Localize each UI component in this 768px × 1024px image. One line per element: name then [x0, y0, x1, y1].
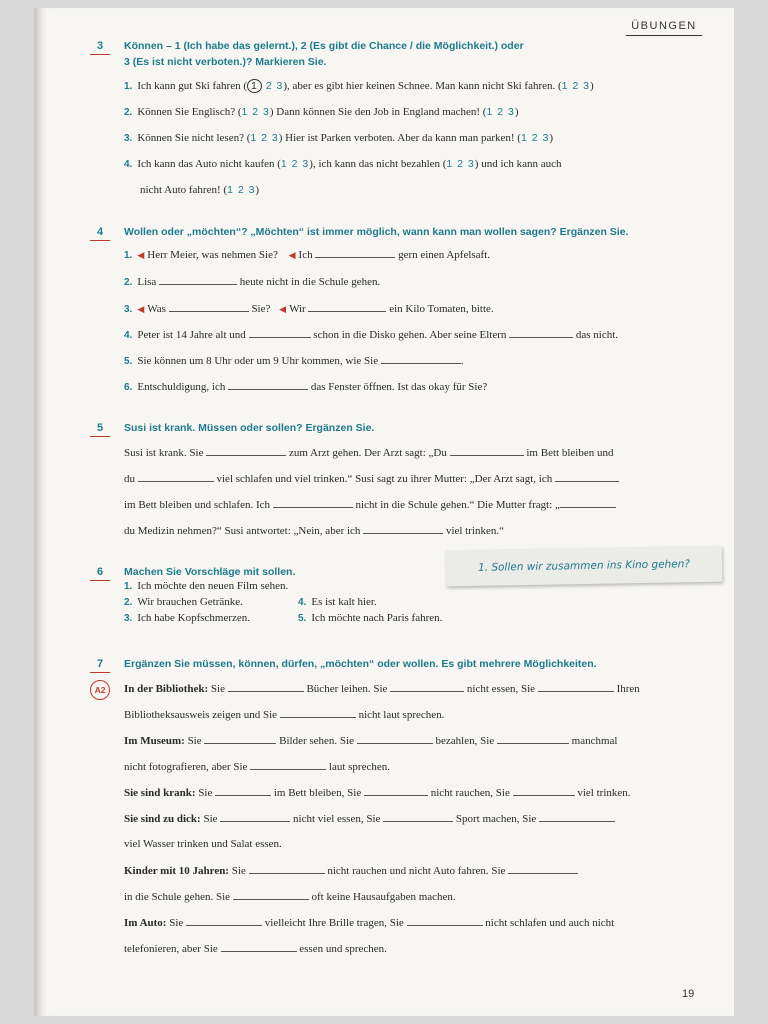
text-line-8 [124, 864, 690, 877]
blank-field[interactable] [539, 812, 615, 822]
item-text: Herr Meier, was nehmen Sie? [147, 249, 278, 261]
item-text: Sie? [251, 303, 271, 315]
blank-field[interactable] [206, 446, 286, 456]
item-text: Sie [231, 865, 246, 877]
item-6-5 [298, 612, 690, 624]
item-4-4 [124, 328, 690, 341]
item-text: Können Sie nicht lesen? ( [137, 132, 251, 144]
blank-field[interactable] [228, 380, 308, 390]
blank-field[interactable] [308, 302, 386, 312]
item-text: Sie [169, 917, 184, 929]
item-4-2 [124, 275, 690, 288]
item-text: oft keine Hausaufgaben machen. [311, 891, 456, 903]
item-number: 2. [124, 597, 133, 608]
item-number: 3. [124, 304, 133, 315]
item-text: Susi ist krank. Sie [124, 447, 204, 459]
exercise-instruction-cont: 3 (Es ist nicht verboten.)? Markieren Sie. [124, 56, 327, 68]
item-text: vielleicht Ihre Brille tragen, Sie [264, 917, 404, 929]
blank-field[interactable] [508, 864, 578, 874]
item-text: Bücher leihen. Sie [306, 683, 388, 695]
item-text: telefonieren, aber Sie [124, 943, 218, 955]
text-line-2 [124, 708, 690, 721]
item-text: Bibliotheksausweis zeigen und Sie [124, 709, 278, 721]
blank-field[interactable] [497, 734, 569, 744]
item-text: Wir brauchen Getränke. [137, 596, 243, 608]
blank-field[interactable] [228, 682, 304, 692]
blank-field[interactable] [233, 890, 309, 900]
item-number: 5. [124, 356, 133, 367]
circled-choice[interactable]: 1 [247, 79, 262, 93]
choice-group[interactable]: 1 2 3 [241, 106, 270, 118]
blank-field[interactable] [280, 708, 356, 718]
choice-group[interactable] [247, 79, 283, 93]
item-text: du [124, 473, 135, 485]
item-text: nicht essen, Sie [466, 683, 536, 695]
text-line-11 [124, 942, 690, 955]
item-6-4 [298, 596, 690, 608]
item-text: du Medizin nehmen?“ Susi antwortet: „Nein, aber ich [124, 525, 361, 537]
item-3-2 [124, 106, 690, 118]
speaker-icon: ◀ [137, 250, 145, 260]
context-label: In der Bibliothek: [124, 683, 209, 695]
item-text: . [460, 355, 464, 367]
choice-group[interactable]: 1 2 3 [486, 106, 515, 118]
choice-group[interactable]: 1 2 3 [280, 158, 310, 170]
item-text: in die Schule gehen. Sie [124, 891, 231, 903]
blank-field[interactable] [383, 812, 453, 822]
text-line-1 [124, 682, 690, 695]
item-text: ein Kilo Tomaten, bitte. [389, 303, 494, 315]
item-3-4 [124, 158, 690, 170]
item-number: 1. [124, 581, 133, 592]
item-number: 4. [124, 330, 133, 341]
item-text: ), aber es gibt hier keinen Schnee. Man kann nicht Ski fahren. ( [283, 80, 562, 92]
item-3-3 [124, 132, 690, 144]
item-text: das Fenster öffnen. Ist das okay für Sie? [310, 381, 488, 393]
blank-field[interactable] [273, 498, 353, 508]
blank-field[interactable] [390, 682, 464, 692]
blank-field[interactable] [215, 786, 271, 796]
blank-field[interactable] [186, 916, 262, 926]
item-text: heute nicht in die Schule gehen. [239, 276, 381, 288]
item-text: im Bett bleiben, Sie [273, 787, 362, 799]
item-text: nicht rauchen, Sie [430, 787, 510, 799]
item-text: das nicht. [575, 329, 619, 341]
page-number: 19 [682, 988, 695, 1000]
item-4-3 [124, 302, 690, 315]
text-line-5 [124, 786, 690, 799]
item-number: 4. [298, 597, 307, 608]
context-label: Sie sind krank: [124, 787, 196, 799]
item-number: 3. [124, 613, 133, 624]
item-number: 3. [124, 133, 133, 144]
choice-group[interactable]: 1 2 3 [446, 158, 475, 170]
item-text: Es ist kalt hier. [311, 596, 377, 608]
choice-rest[interactable]: 2 3 [265, 80, 284, 92]
item-text: Lisa [137, 276, 157, 288]
item-text: Sie [198, 787, 213, 799]
item-text: Sie [210, 683, 225, 695]
item-text: Ich kann das Auto nicht kaufen ( [137, 158, 281, 170]
blank-field[interactable] [221, 942, 297, 952]
blank-field[interactable] [249, 864, 325, 874]
item-text: Entschuldigung, ich [137, 381, 226, 393]
item-text: schon in die Disko gehen. Aber seine Eltern [313, 329, 507, 341]
item-text: manchmal [571, 735, 618, 747]
speaker-icon: ◀ [288, 250, 296, 260]
blank-field[interactable] [250, 760, 326, 770]
item-text: nicht Auto fahren! ( [140, 184, 228, 196]
item-text: viel trinken. [577, 787, 631, 799]
blank-field[interactable] [538, 682, 614, 692]
exercise-instruction: Machen Sie Vorschläge mit sollen. [124, 566, 296, 578]
text-line-1 [124, 446, 690, 459]
item-text: Sie können um 8 Uhr oder um 9 Uhr kommen, wie Sie [137, 355, 379, 367]
item-text: nicht rauchen und nicht Auto fahren. Sie [327, 865, 506, 877]
item-text: gern einen Apfelsaft. [398, 249, 491, 261]
item-text: viel trinken.“ [445, 525, 504, 537]
item-text: nicht in die Schule gehen.“ Die Mutter fragt: „ [355, 499, 560, 511]
text-line-4 [124, 760, 690, 773]
item-text: ) Hier ist Parken verboten. Aber da kann man parken! ( [278, 132, 521, 144]
item-text: Ich habe Kopfschmerzen. [137, 612, 251, 624]
item-text: Können Sie Englisch? ( [137, 106, 242, 118]
exercise-instruction: Können – 1 (Ich habe das gelernt.), 2 (Es gibt die Chance / die Möglichkeit.) oder [124, 40, 524, 52]
blank-field[interactable] [509, 328, 573, 338]
exercise-number: 5 [90, 422, 110, 437]
blank-field[interactable] [159, 275, 237, 285]
item-text: zum Arzt gehen. Der Arzt sagt: „Du [288, 447, 447, 459]
blank-field[interactable] [364, 786, 428, 796]
text-line-2 [124, 472, 690, 485]
text-line-6 [124, 812, 690, 825]
exercise-instruction: Wollen oder „möchten“? „Möchten“ ist immer möglich, wann kann man wollen sagen? Ergänzen Sie. [124, 226, 629, 238]
blank-field[interactable] [555, 472, 619, 482]
item-text: nicht schlafen und auch nicht [485, 917, 615, 929]
item-text: viel Wasser trinken und Salat essen. [124, 838, 282, 850]
blank-field[interactable] [407, 916, 483, 926]
exercise-instruction: Susi ist krank. Müssen oder sollen? Ergänzen Sie. [124, 422, 375, 434]
blank-field[interactable] [513, 786, 575, 796]
speaker-icon: ◀ [137, 304, 145, 314]
blank-field[interactable] [138, 472, 214, 482]
exercise-number: 7 [90, 658, 110, 673]
item-3-4-cont [140, 184, 690, 196]
item-text: Ihren [616, 683, 640, 695]
worksheet-page [34, 8, 734, 1016]
item-text: Wir [289, 303, 306, 315]
text-line-10 [124, 916, 690, 929]
item-text: Sport machen, Sie [455, 813, 537, 825]
exercise-number: 4 [90, 226, 110, 241]
item-3-1 [124, 80, 690, 92]
item-number: 1. [124, 250, 133, 261]
item-4-6 [124, 380, 690, 393]
item-text: Peter ist 14 Jahre alt und [137, 329, 246, 341]
blank-field[interactable] [357, 734, 433, 744]
item-text: bezahlen, Sie [435, 735, 495, 747]
item-text: Ich möchte den neuen Film sehen. [137, 580, 289, 592]
item-text: Sie [203, 813, 218, 825]
blank-field[interactable] [363, 524, 443, 534]
choice-group[interactable]: 1 2 3 [520, 132, 550, 144]
item-text: laut sprechen. [328, 761, 390, 773]
close-paren: ) [549, 132, 553, 144]
context-label: Kinder mit 10 Jahren: [124, 865, 230, 877]
item-text: ), ich kann das nicht bezahlen ( [309, 158, 447, 170]
level-badge: A2 [90, 680, 110, 700]
context-label: Im Museum: [124, 735, 185, 747]
item-number: 4. [124, 159, 133, 170]
item-text: im Bett bleiben und [526, 447, 614, 459]
item-4-1 [124, 248, 690, 261]
item-text: ) Dann können Sie den Job in England machen! ( [269, 106, 487, 118]
example-answer-note: 1. Sollen wir zusammen ins Kino gehen? [446, 546, 723, 587]
exercise-number: 6 [90, 566, 110, 581]
item-text: essen und sprechen. [299, 943, 387, 955]
blank-field[interactable] [169, 302, 249, 312]
item-number: 6. [124, 382, 133, 393]
item-text: im Bett bleiben und schlafen. Ich [124, 499, 271, 511]
item-text: Ich [298, 249, 313, 261]
item-text: nicht laut sprechen. [358, 709, 445, 721]
choice-group[interactable]: 1 2 3 [250, 132, 279, 144]
item-number: 5. [298, 613, 307, 624]
item-text: viel schlafen und viel trinken.“ Susi sagt zu ihrer Mutter: „Der Arzt sagt, ich [216, 473, 553, 485]
section-header: ÜBUNGEN [626, 20, 702, 36]
choice-group[interactable]: 1 2 3 [561, 80, 591, 92]
text-line-7 [124, 838, 690, 850]
item-number: 2. [124, 277, 133, 288]
blank-field[interactable] [220, 812, 290, 822]
text-line-9 [124, 890, 690, 903]
item-number: 1. [124, 81, 133, 92]
speaker-icon: ◀ [279, 304, 287, 314]
item-4-5 [124, 354, 690, 367]
blank-field[interactable] [381, 354, 461, 364]
text-line-3 [124, 498, 690, 511]
item-text: Sie [187, 735, 202, 747]
blank-field[interactable] [249, 328, 311, 338]
close-paren: ) [255, 184, 260, 196]
text-line-4 [124, 524, 690, 537]
close-paren: ) [514, 106, 519, 118]
item-text: ) und ich kann auch [474, 158, 562, 170]
blank-field[interactable] [450, 446, 524, 456]
exercise-number: 3 [90, 40, 110, 55]
item-text: Ich möchte nach Paris fahren. [311, 612, 443, 624]
item-text: nicht viel essen, Sie [293, 813, 381, 825]
item-text: Ich kann gut Ski fahren ( [137, 80, 248, 92]
item-number: 2. [124, 107, 133, 118]
context-label: Im Auto: [124, 917, 167, 929]
item-text: nicht fotografieren, aber Sie [124, 761, 248, 773]
blank-field[interactable] [315, 248, 395, 258]
blank-field[interactable] [560, 498, 616, 508]
context-label: Sie sind zu dick: [124, 813, 201, 825]
blank-field[interactable] [204, 734, 276, 744]
item-text: Bilder sehen. Sie [279, 735, 354, 747]
exercise-instruction: Ergänzen Sie müssen, können, dürfen, „möchten“ oder wollen. Es gibt mehrere Möglichkeiten. [124, 658, 597, 670]
close-paren: ) [590, 80, 594, 92]
choice-group[interactable]: 1 2 3 [227, 184, 256, 196]
text-line-3 [124, 734, 690, 747]
item-text: Was [147, 303, 166, 315]
